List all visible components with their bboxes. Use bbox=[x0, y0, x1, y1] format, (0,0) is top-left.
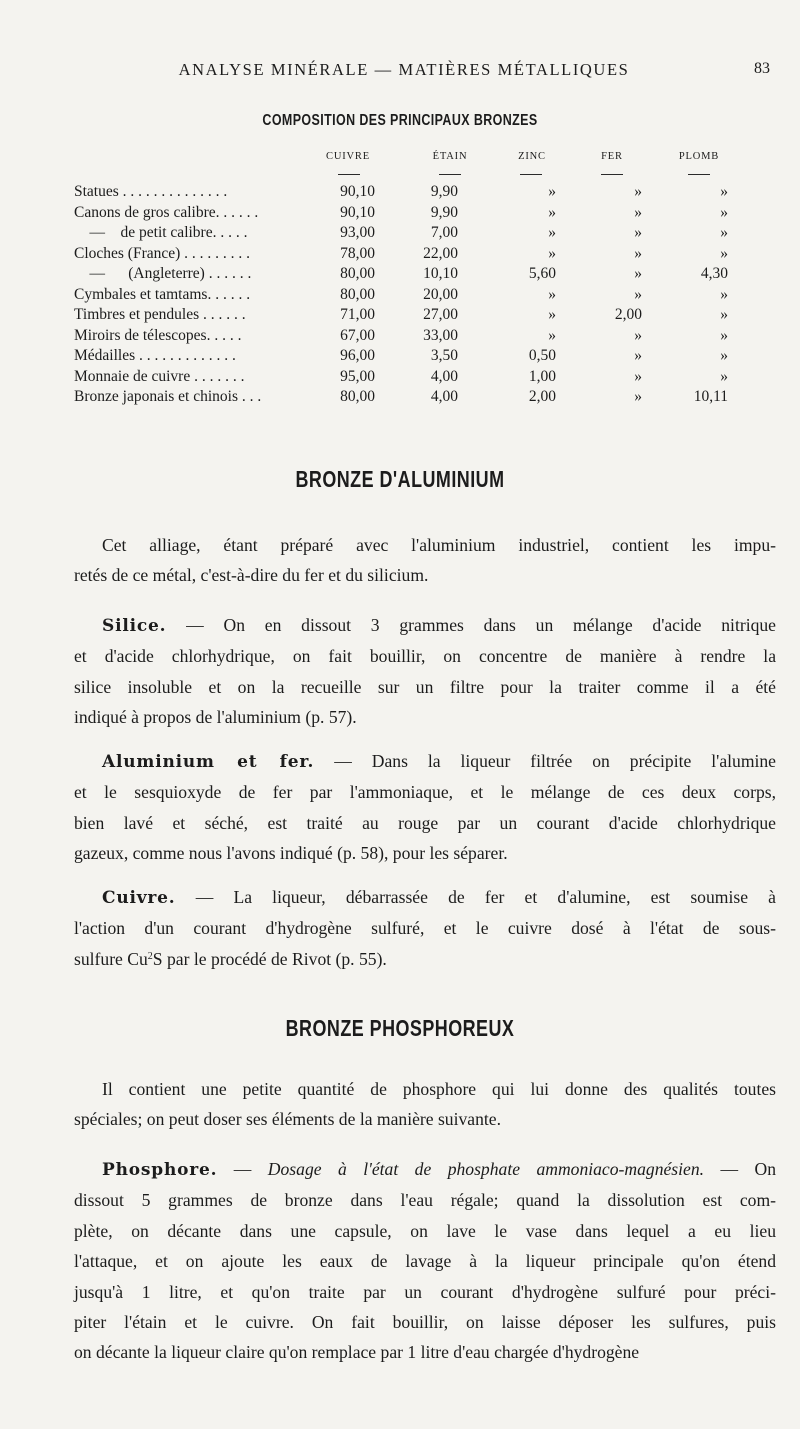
column-header-fer: FER bbox=[601, 151, 623, 162]
row-label: Timbres et pendules . . . . . . bbox=[74, 306, 246, 323]
table-cell: 80,00 bbox=[340, 388, 375, 405]
text-line: jusqu'à 1 litre, et qu'on traite par un courant d'hydrogène sulfuré pour préci- bbox=[74, 1281, 776, 1302]
text-line: spéciales; on peut doser ses éléments de la manière suivante. bbox=[74, 1109, 501, 1130]
table-cell: » bbox=[634, 265, 642, 282]
paragraph-aluminium-fer bbox=[74, 746, 776, 869]
text-line: Cet alliage, étant préparé avec l'aluminium industriel, contient les impu- bbox=[102, 535, 776, 555]
table-cell: 4,30 bbox=[700, 265, 728, 282]
paragraph-phosphoreux-intro bbox=[74, 1074, 776, 1135]
runin-heading-aluminium-fer: Aluminium et fer. bbox=[102, 752, 315, 772]
runin-heading-cuivre: Cuivre. bbox=[102, 888, 176, 908]
table-cell: 90,10 bbox=[340, 183, 375, 200]
row-label: Monnaie de cuivre . . . . . . . bbox=[74, 367, 245, 385]
column-rule bbox=[688, 174, 710, 175]
column-header-etain: ÉTAIN bbox=[432, 151, 468, 162]
table-cell: 1,00 bbox=[528, 367, 556, 385]
page-number: 83 bbox=[754, 60, 770, 77]
table-cell: 2,00 bbox=[528, 388, 556, 405]
column-header-cuivre: CUIVRE bbox=[326, 151, 370, 162]
column-header-plomb: PLOMB bbox=[678, 151, 720, 162]
section-title-aluminium: BRONZE D'ALUMINIUM bbox=[295, 466, 505, 492]
text-line: silice insoluble et on la recueille sur un filtre pour la traiter comme il a été bbox=[74, 676, 776, 697]
table-cell: » bbox=[720, 326, 728, 344]
table-cell: » bbox=[634, 224, 642, 241]
table-cell: » bbox=[548, 326, 556, 344]
table-cell: » bbox=[720, 347, 728, 364]
table-row bbox=[0, 286, 800, 308]
table-cell: 96,00 bbox=[340, 347, 375, 364]
table-cell: 27,00 bbox=[423, 306, 458, 323]
table-row bbox=[0, 224, 800, 246]
table-cell: » bbox=[548, 244, 556, 262]
text-line: gazeux, comme nous l'avons indiqué (p. 58), pour les séparer. bbox=[74, 843, 508, 864]
column-rule bbox=[439, 174, 461, 175]
section-title-phosphoreux: BRONZE PHOSPHOREUX bbox=[285, 1015, 515, 1041]
text-line: plète, on décante dans une capsule, on lave le vase dans lequel a eu lieu bbox=[74, 1220, 776, 1241]
table-cell: » bbox=[720, 367, 728, 385]
table-cell: » bbox=[720, 244, 728, 262]
table-cell: » bbox=[634, 347, 642, 364]
table-cell: 80,00 bbox=[340, 265, 375, 282]
table-cell: 2,00 bbox=[614, 306, 642, 323]
row-label: Statues . . . . . . . . . . . . . . bbox=[74, 183, 228, 200]
table-cell: » bbox=[634, 244, 642, 262]
text-line bbox=[74, 610, 776, 641]
column-rule bbox=[520, 174, 542, 175]
table-cell: 71,00 bbox=[340, 306, 375, 323]
table-cell: » bbox=[634, 388, 642, 405]
italic-subtitle: Dosage à l'état de phosphate ammoniaco-magnésien. bbox=[267, 1159, 705, 1179]
row-label: Médailles . . . . . . . . . . . . . bbox=[74, 347, 236, 364]
table-cell: 67,00 bbox=[340, 326, 375, 344]
table-row bbox=[0, 368, 800, 390]
table-cell: » bbox=[548, 203, 556, 221]
table-title: COMPOSITION DES PRINCIPAUX BRONZES bbox=[262, 112, 538, 129]
table-cell: 0,50 bbox=[528, 347, 556, 364]
table-row bbox=[0, 265, 800, 287]
table-cell: » bbox=[720, 203, 728, 221]
table-row bbox=[0, 388, 800, 410]
table-cell: 4,00 bbox=[430, 388, 458, 405]
text-line: on décante la liqueur claire qu'on remplace par 1 litre d'eau chargée d'hydrogène bbox=[74, 1342, 640, 1363]
table-cell: » bbox=[720, 224, 728, 241]
table-cell: 4,00 bbox=[430, 367, 458, 385]
table-cell: 22,00 bbox=[423, 244, 458, 262]
table-cell: 80,00 bbox=[340, 285, 375, 303]
table-cell: 33,00 bbox=[423, 326, 458, 344]
table-cell: 93,00 bbox=[340, 224, 375, 241]
table-cell: » bbox=[720, 306, 728, 323]
text-fragment: — Dans la liqueur filtrée on précipite l'alumine bbox=[314, 751, 776, 771]
text-line: l'action d'un courant d'hydrogène sulfuré, et le cuivre dosé à l'état de sous- bbox=[74, 918, 776, 939]
text-line: indiqué à propos de l'aluminium (p. 57). bbox=[74, 707, 357, 728]
table-cell: » bbox=[634, 367, 642, 385]
text-line bbox=[74, 746, 776, 777]
row-label: Cloches (France) . . . . . . . . . bbox=[74, 244, 251, 262]
running-title: ANALYSE MINÉRALE — MATIÈRES MÉTALLIQUES bbox=[178, 60, 630, 79]
table-cell: » bbox=[720, 285, 728, 303]
text-fragment: — La liqueur, débarrassée de fer et d'alumine, est soumise à bbox=[175, 887, 776, 907]
column-rule bbox=[338, 174, 360, 175]
text-fragment: S par le procédé de Rivot (p. 55). bbox=[152, 948, 387, 969]
text-fragment: — On bbox=[704, 1159, 776, 1179]
table-cell: 9,90 bbox=[430, 203, 458, 221]
row-label: Bronze japonais et chinois . . . bbox=[74, 388, 262, 405]
paragraph-aluminium-intro bbox=[74, 530, 776, 591]
text-line: Il contient une petite quantité de phosphore qui lui donne des qualités toutes bbox=[102, 1079, 776, 1099]
paragraph-phosphore bbox=[74, 1154, 776, 1368]
table-cell: » bbox=[548, 183, 556, 200]
text-line: et le sesquioxyde de fer par l'ammoniaque, et le mélange de ces deux corps, bbox=[74, 782, 776, 803]
table-cell: » bbox=[634, 326, 642, 344]
table-cell: 7,00 bbox=[430, 224, 458, 241]
row-label: Cymbales et tamtams. . . . . . bbox=[74, 285, 251, 303]
table-cell: 10,10 bbox=[423, 265, 458, 282]
text-fragment: — bbox=[217, 1159, 268, 1179]
text-line: retés de ce métal, c'est-à-dire du fer et du silicium. bbox=[74, 565, 429, 586]
table-row bbox=[0, 347, 800, 369]
table-cell: 90,10 bbox=[340, 203, 375, 221]
table-row bbox=[0, 204, 800, 226]
table-row bbox=[0, 245, 800, 267]
table-cell: » bbox=[634, 285, 642, 303]
runin-heading-phosphore: Phosphore. bbox=[102, 1160, 218, 1180]
table-cell: 95,00 bbox=[340, 367, 375, 385]
table-cell: 10,11 bbox=[693, 388, 728, 405]
text-fragment: — On en dissout 3 grammes dans un mélange d'acide nitrique bbox=[166, 615, 776, 635]
text-line bbox=[74, 1154, 776, 1185]
row-label: Miroirs de télescopes. . . . . bbox=[74, 326, 242, 344]
text-line bbox=[74, 944, 776, 974]
table-cell: 3,50 bbox=[430, 347, 458, 364]
table-cell: 9,90 bbox=[430, 183, 458, 200]
text-line bbox=[74, 882, 776, 913]
paragraph-cuivre bbox=[74, 882, 776, 974]
table-cell: » bbox=[548, 285, 556, 303]
table-cell: 78,00 bbox=[340, 244, 375, 262]
table-row bbox=[0, 327, 800, 349]
text-line: l'attaque, et on ajoute les eaux de lavage à la liqueur principale qu'on étend bbox=[74, 1251, 776, 1272]
text-line: piter l'étain et le cuivre. On fait bouillir, on laisse déposer les sulfures, puis bbox=[74, 1312, 776, 1333]
column-header-zinc: ZINC bbox=[518, 151, 546, 162]
table-row bbox=[0, 306, 800, 328]
table-cell: 20,00 bbox=[423, 285, 458, 303]
table-row bbox=[0, 183, 800, 205]
row-label: — (Angleterre) . . . . . . bbox=[74, 265, 252, 282]
row-label: Canons de gros calibre. . . . . . bbox=[74, 203, 259, 221]
table-cell: 5,60 bbox=[528, 265, 556, 282]
table-cell: » bbox=[720, 183, 728, 200]
text-fragment: sulfure Cu bbox=[74, 948, 148, 969]
paragraph-silice bbox=[74, 610, 776, 733]
column-rule bbox=[601, 174, 623, 175]
running-head bbox=[74, 60, 774, 82]
superscript: 2 bbox=[147, 950, 153, 962]
table-cell: » bbox=[634, 203, 642, 221]
text-line: bien lavé et séché, est traité au rouge par un courant d'acide chlorhydrique bbox=[74, 812, 776, 833]
table-cell: » bbox=[548, 306, 556, 323]
table-cell: » bbox=[548, 224, 556, 241]
row-label: — de petit calibre. . . . . bbox=[74, 224, 248, 241]
table-cell: » bbox=[634, 183, 642, 200]
text-line: et d'acide chlorhydrique, on fait bouillir, on concentre de manière à rendre la bbox=[74, 646, 776, 667]
runin-heading-silice: Silice. bbox=[102, 616, 167, 636]
text-line: dissout 5 grammes de bronze dans l'eau régale; quand la dissolution est com- bbox=[74, 1190, 776, 1211]
